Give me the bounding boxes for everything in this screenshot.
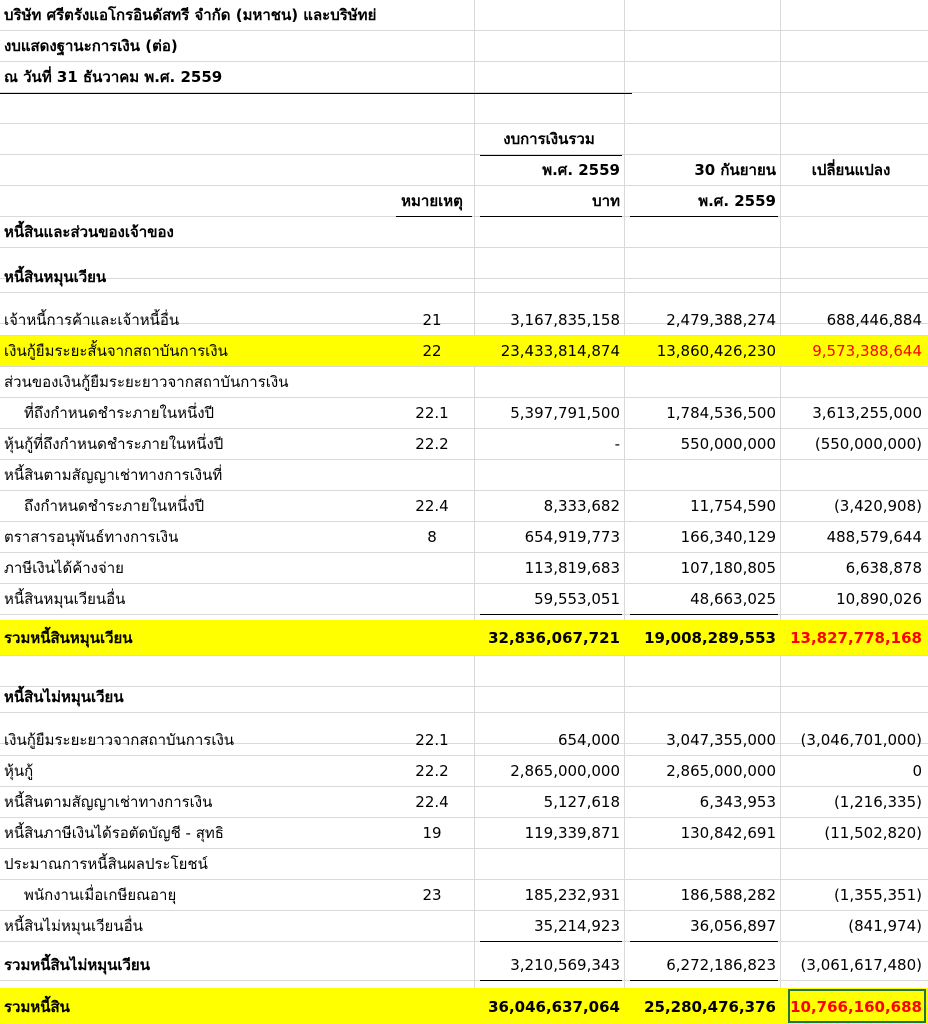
value-a[interactable]: 23,433,814,874 xyxy=(500,342,620,360)
value-b[interactable]: 166,340,129 xyxy=(680,528,776,546)
value-b[interactable]: 11,754,590 xyxy=(690,497,776,515)
sheet-row xyxy=(0,124,928,155)
table-row xyxy=(0,429,928,460)
value-change[interactable]: 9,573,388,644 xyxy=(812,342,922,360)
value-change[interactable]: (11,502,820) xyxy=(824,824,922,842)
row-label[interactable]: หนี้สินตามสัญญาเช่าทางการเงินที่ xyxy=(4,466,223,484)
row-label[interactable]: หนี้สินหมุนเวียนอื่น xyxy=(4,590,126,608)
value-a[interactable]: 2,865,000,000 xyxy=(510,762,620,780)
value-change[interactable]: (1,355,351) xyxy=(833,886,922,904)
value-change[interactable]: (3,420,908) xyxy=(833,497,922,515)
table-row xyxy=(0,950,928,981)
row-label[interactable]: ภาษีเงินได้ค้างจ่าย xyxy=(4,559,124,577)
sheet-row xyxy=(0,155,928,186)
row-label[interactable]: ประมาณการหนี้สินผลประโยชน์ xyxy=(4,855,208,873)
total-underline xyxy=(480,980,622,981)
value-a[interactable]: 8,333,682 xyxy=(543,497,620,515)
value-b[interactable]: 6,272,186,823 xyxy=(666,956,776,974)
value-change[interactable]: 6,638,878 xyxy=(845,559,922,577)
statement-date[interactable]: ณ วันที่ 31 ธันวาคม พ.ศ. 2559 xyxy=(4,68,223,86)
value-a[interactable]: 59,553,051 xyxy=(534,590,620,608)
value-a[interactable]: - xyxy=(614,435,620,453)
table-row xyxy=(0,584,928,615)
row-label[interactable]: หุ้นกู้ที่ถึงกำหนดชำระภายในหนึ่งปี xyxy=(4,435,224,453)
value-change[interactable]: 10,766,160,688 xyxy=(790,998,922,1016)
row-note[interactable]: 22.2 xyxy=(415,762,449,780)
row-note[interactable]: 19 xyxy=(422,824,442,842)
value-a[interactable]: 119,339,871 xyxy=(524,824,620,842)
row-label[interactable]: หุ้นกู้ xyxy=(4,762,34,780)
sheet-row xyxy=(0,217,928,248)
row-note[interactable]: 21 xyxy=(422,311,442,329)
group-header[interactable]: งบการเงินรวม xyxy=(503,130,595,148)
value-change[interactable]: (550,000,000) xyxy=(814,435,922,453)
row-note[interactable]: 22.2 xyxy=(415,435,449,453)
row-label[interactable]: ถึงกำหนดชำระภายในหนึ่งปี xyxy=(24,497,205,515)
section-title[interactable]: หนี้สินและส่วนของเจ้าของ xyxy=(4,223,174,241)
table-row xyxy=(0,849,928,880)
value-a[interactable]: 35,214,923 xyxy=(534,917,620,935)
value-b[interactable]: 6,343,953 xyxy=(699,793,776,811)
total-underline xyxy=(630,980,778,981)
row-note[interactable]: 22.4 xyxy=(415,793,449,811)
subtotal-underline xyxy=(480,941,622,942)
table-row xyxy=(0,756,928,787)
table-row xyxy=(0,522,928,553)
value-change[interactable]: (841,974) xyxy=(848,917,922,935)
table-row xyxy=(0,367,928,398)
value-change[interactable]: (3,061,617,480) xyxy=(800,956,922,974)
table-row xyxy=(0,787,928,818)
value-b[interactable]: 19,008,289,553 xyxy=(644,629,776,647)
row-label[interactable]: เงินกู้ยืมระยะยาวจากสถาบันการเงิน xyxy=(4,731,235,749)
table-row xyxy=(0,880,928,911)
year-a-header[interactable]: พ.ศ. 2559 xyxy=(542,161,620,179)
table-row xyxy=(0,398,928,429)
table-row xyxy=(0,818,928,849)
row-label[interactable]: เงินกู้ยืมระยะสั้นจากสถาบันการเงิน xyxy=(4,342,228,360)
table-row xyxy=(0,725,928,756)
value-change[interactable]: (1,216,335) xyxy=(833,793,922,811)
section-title[interactable]: หนี้สินไม่หมุนเวียน xyxy=(4,688,124,706)
value-a[interactable]: 113,819,683 xyxy=(524,559,620,577)
value-change[interactable]: 13,827,778,168 xyxy=(790,629,922,647)
value-b[interactable]: 25,280,476,376 xyxy=(644,998,776,1016)
value-change[interactable]: 10,890,026 xyxy=(836,590,922,608)
value-b[interactable]: 48,663,025 xyxy=(690,590,776,608)
note-header[interactable]: หมายเหตุ xyxy=(401,192,463,210)
row-label[interactable]: ส่วนของเงินกู้ยืมระยะยาวจากสถาบันการเงิน xyxy=(4,373,289,391)
row-label[interactable]: ที่ถึงกำหนดชำระภายในหนึ่งปี xyxy=(24,404,215,422)
value-a[interactable]: 3,210,569,343 xyxy=(510,956,620,974)
value-b[interactable]: 186,588,282 xyxy=(680,886,776,904)
year-b-header[interactable]: พ.ศ. 2559 xyxy=(698,192,776,210)
value-change[interactable]: 3,613,255,000 xyxy=(812,404,922,422)
row-label[interactable]: รวมหนี้สิน xyxy=(4,998,70,1016)
unit-header[interactable]: บาท xyxy=(592,192,620,210)
value-change[interactable]: 488,579,644 xyxy=(826,528,922,546)
value-a[interactable]: 654,000 xyxy=(557,731,620,749)
selected-cell-outline xyxy=(788,989,926,1023)
value-b[interactable]: 550,000,000 xyxy=(680,435,776,453)
row-note[interactable]: 22 xyxy=(422,342,442,360)
subtotal-underline xyxy=(630,941,778,942)
value-a[interactable]: 5,127,618 xyxy=(543,793,620,811)
value-change[interactable]: 688,446,884 xyxy=(826,311,922,329)
row-label[interactable]: เจ้าหนี้การค้าและเจ้าหนี้อื่น xyxy=(4,311,180,329)
table-row xyxy=(0,460,928,491)
section-title[interactable]: หนี้สินหมุนเวียน xyxy=(4,268,107,286)
statement-title[interactable]: งบแสดงฐานะการเงิน (ต่อ) xyxy=(4,37,178,55)
company-name[interactable]: บริษัท ศรีตรังแอโกรอินดัสทรี จำกัด (มหาชน) และบริษัทย่ xyxy=(4,6,377,24)
row-label[interactable]: พนักงานเมื่อเกษียณอายุ xyxy=(24,886,177,904)
value-b[interactable]: 36,056,897 xyxy=(690,917,776,935)
sheet-row xyxy=(0,31,928,62)
value-b[interactable]: 3,047,355,000 xyxy=(666,731,776,749)
row-label[interactable]: หนี้สินภาษีเงินได้รอตัดบัญชี - สุทธิ xyxy=(4,824,224,842)
table-row xyxy=(0,553,928,584)
row-label[interactable]: ตราสารอนุพันธ์ทางการเงิน xyxy=(4,528,179,546)
date-b-header[interactable]: 30 กันยายน xyxy=(694,161,776,179)
table-row xyxy=(0,491,928,522)
row-note[interactable]: 23 xyxy=(422,886,442,904)
value-b[interactable]: 1,784,536,500 xyxy=(666,404,776,422)
value-a[interactable]: 32,836,067,721 xyxy=(488,629,620,647)
sheet-row xyxy=(0,62,928,93)
sheet-row xyxy=(0,682,928,713)
sheet-row xyxy=(0,262,928,293)
value-b[interactable]: 13,860,426,230 xyxy=(656,342,776,360)
value-a[interactable]: 654,919,773 xyxy=(524,528,620,546)
row-label[interactable]: หนี้สินไม่หมุนเวียนอื่น xyxy=(4,917,143,935)
change-header[interactable]: เปลี่ยนแปลง xyxy=(811,161,891,179)
subtotal-underline xyxy=(480,614,622,615)
row-label[interactable]: หนี้สินตามสัญญาเช่าทางการเงิน xyxy=(4,793,213,811)
value-change[interactable]: 0 xyxy=(912,762,922,780)
row-note[interactable]: 22.1 xyxy=(415,731,449,749)
value-a[interactable]: 185,232,931 xyxy=(524,886,620,904)
table-row xyxy=(0,305,928,336)
row-label[interactable]: รวมหนี้สินหมุนเวียน xyxy=(4,629,133,647)
sheet-row xyxy=(0,93,928,124)
row-label[interactable]: รวมหนี้สินไม่หมุนเวียน xyxy=(4,956,150,974)
value-a[interactable]: 3,167,835,158 xyxy=(510,311,620,329)
value-a[interactable]: 36,046,637,064 xyxy=(488,998,620,1016)
sheet-row xyxy=(0,0,928,31)
table-row xyxy=(0,911,928,942)
subtotal-underline xyxy=(630,614,778,615)
value-b[interactable]: 107,180,805 xyxy=(680,559,776,577)
row-note[interactable]: 22.4 xyxy=(415,497,449,515)
value-change[interactable]: (3,046,701,000) xyxy=(800,731,922,749)
value-a[interactable]: 5,397,791,500 xyxy=(510,404,620,422)
value-b[interactable]: 2,865,000,000 xyxy=(666,762,776,780)
table-row xyxy=(0,620,928,656)
value-b[interactable]: 130,842,691 xyxy=(680,824,776,842)
sheet-row xyxy=(0,186,928,217)
value-b[interactable]: 2,479,388,274 xyxy=(666,311,776,329)
row-note[interactable]: 8 xyxy=(427,528,437,546)
row-note[interactable]: 22.1 xyxy=(415,404,449,422)
table-row xyxy=(0,336,928,367)
